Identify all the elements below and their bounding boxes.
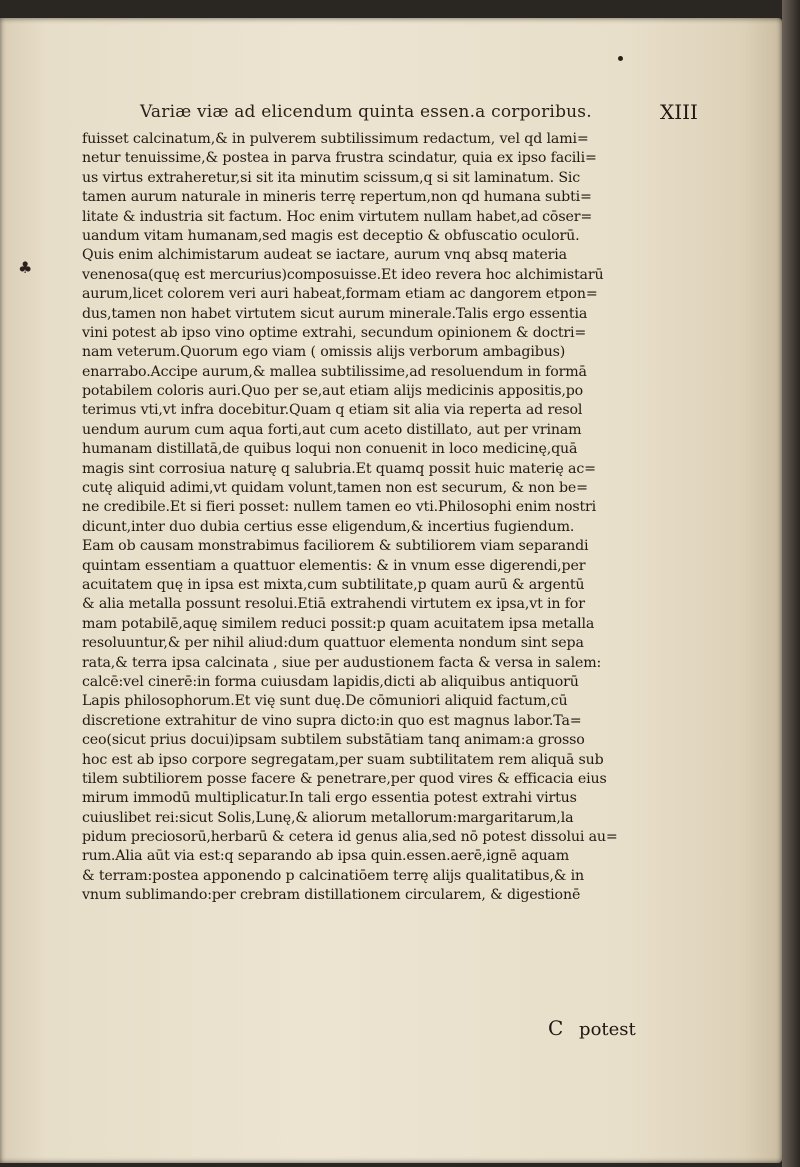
- text-line: magis sint corrosiua naturę q salubria.Et quamq possit huic materię ac=: [82, 460, 596, 477]
- text-line: tilem subtiliorem posse facere & penetrare,per quod vires & efficacia eius: [82, 770, 607, 787]
- text-line: nam veterum.Quorum ego viam ( omissis alijs verborum ambagibus): [82, 344, 566, 361]
- text-line: dus,tamen non habet virtutem sicut aurum minerale.Talis ergo essentia: [82, 305, 588, 322]
- text-line: us virtus extraheretur,si sit ita minutim scissum,q si sit laminatum. Sic: [82, 169, 581, 186]
- text-line: aurum,licet colorem veri auri habeat,formam etiam ac dangorem etpon=: [82, 286, 598, 303]
- text-line: calcē:vel cinerē:in forma cuiusdam lapidis,dicti ab aliquibus antiquorū: [82, 673, 579, 690]
- text-line: dicunt,inter duo dubia certius esse eligendum,& incertius fugiendum.: [82, 518, 575, 535]
- text-line: terimus vti,vt infra docebitur.Quam q etiam sit alia via reperta ad resol: [82, 402, 583, 419]
- text-line: acuitatem quę in ipsa est mixta,cum subtilitate,p quam aurū & argentū: [82, 576, 585, 593]
- text-line: Eam ob causam monstrabimus faciliorem & subtiliorem viam separandi: [82, 538, 589, 555]
- text-line: Quis enim alchimistarum audeat se iactare, aurum vnq absq materia: [82, 247, 567, 264]
- running-title: Variæ viæ ad elicendum quinta essen.a corporibus.: [140, 102, 592, 122]
- text-line: ne credibile.Et si fieri posset: nullem tamen eo vti.Philosophi enim nostri: [82, 499, 597, 516]
- signature-mark: C: [548, 1016, 564, 1040]
- text-line: cutę aliquid adimi,vt quidam volunt,tamen non est securum, & non be=: [82, 480, 588, 497]
- text-line: resoluuntur,& per nihil aliud:dum quattuor elementa nondum sint sepa: [82, 635, 584, 652]
- folio-number: XIII: [660, 100, 698, 124]
- catchword: potest: [579, 1019, 636, 1040]
- book-edge: [782, 0, 800, 1167]
- text-line: fuisset calcinatum,& in pulverem subtilissimum redactum, vel qd lami=: [82, 131, 589, 147]
- text-line: discretione extrahitur de vino supra dicto:in quo est magnus labor.Ta=: [82, 712, 582, 729]
- text-line: enarrabo.Accipe aurum,& mallea subtilissime,ad resoluendum in formā: [82, 363, 587, 380]
- text-line: pidum preciosorū,herbarū & cetera id genus alia,sed nō potest dissolui au=: [82, 829, 618, 846]
- text-line: uandum vitam humanam,sed magis est deceptio & obfuscatio oculorū.: [82, 227, 580, 244]
- catchword-line: [548, 1016, 636, 1040]
- text-line: & alia metalla possunt resolui.Etiā extrahendi virtutem ex ipsa,vt in for: [82, 596, 585, 613]
- text-line: mam potabilē,aquę similem reduci possit:p quam acuitatem ipsa metalla: [82, 615, 595, 632]
- text-line: litate & industria sit factum. Hoc enim virtutem nullam habet,ad cōser=: [82, 208, 593, 225]
- text-line: tamen aurum naturale in mineris terrę repertum,non qd humana subti=: [82, 189, 592, 206]
- body-text: [82, 130, 642, 906]
- text-line: & terram:postea apponendo p calcinatiōem terrę alijs qualitatibus,& in: [82, 867, 584, 884]
- text-line: ceo(sicut prius docui)ipsam subtilem substātiam tanq animam:a grosso: [82, 732, 585, 749]
- text-line: vnum sublimando:per crebram distillationem circularem, & digestionē: [82, 887, 581, 904]
- text-line: rata,& terra ipsa calcinata , siue per audustionem facta & versa in salem:: [82, 654, 602, 671]
- text-line: venenosa(quę est mercurius)composuisse.Et ideo revera hoc alchimistarū: [82, 266, 604, 283]
- text-line: quintam essentiam a quattuor elementis: & in vnum esse digerendi,per: [82, 557, 586, 574]
- text-line: potabilem coloris auri.Quo per se,aut etiam alijs medicinis appositis,po: [82, 383, 584, 400]
- text-line: hoc est ab ipso corpore segregatam,per suam subtilitatem rem aliquā sub: [82, 751, 604, 768]
- text-line: Lapis philosophorum.Et vię sunt duę.De cōmuniori aliquid factum,cū: [82, 693, 568, 710]
- text-line: cuiuslibet rei:sicut Solis,Lunę,& aliorum metallorum:margaritarum,la: [82, 809, 574, 826]
- ink-speck: [618, 56, 623, 61]
- text-line: mirum immodū multiplicatur.In tali ergo essentia potest extrahi virtus: [82, 790, 577, 807]
- text-line: uendum aurum cum aqua forti,aut cum aceto distillato, aut per vrinam: [82, 421, 582, 438]
- margin-mark: ♣: [18, 258, 33, 277]
- text-line: vini potest ab ipso vino optime extrahi, secundum opinionem & doctri=: [82, 324, 587, 341]
- text-line: rum.Alia aūt via est:q separando ab ipsa quin.essen.aerē,ignē aquam: [82, 848, 570, 865]
- text-line: humanam distillatā,de quibus loqui non conuenit in loco medicinę,quā: [82, 441, 578, 458]
- text-line: netur tenuissime,& postea in parva frustra scindatur, quia ex ipso facili=: [82, 150, 597, 167]
